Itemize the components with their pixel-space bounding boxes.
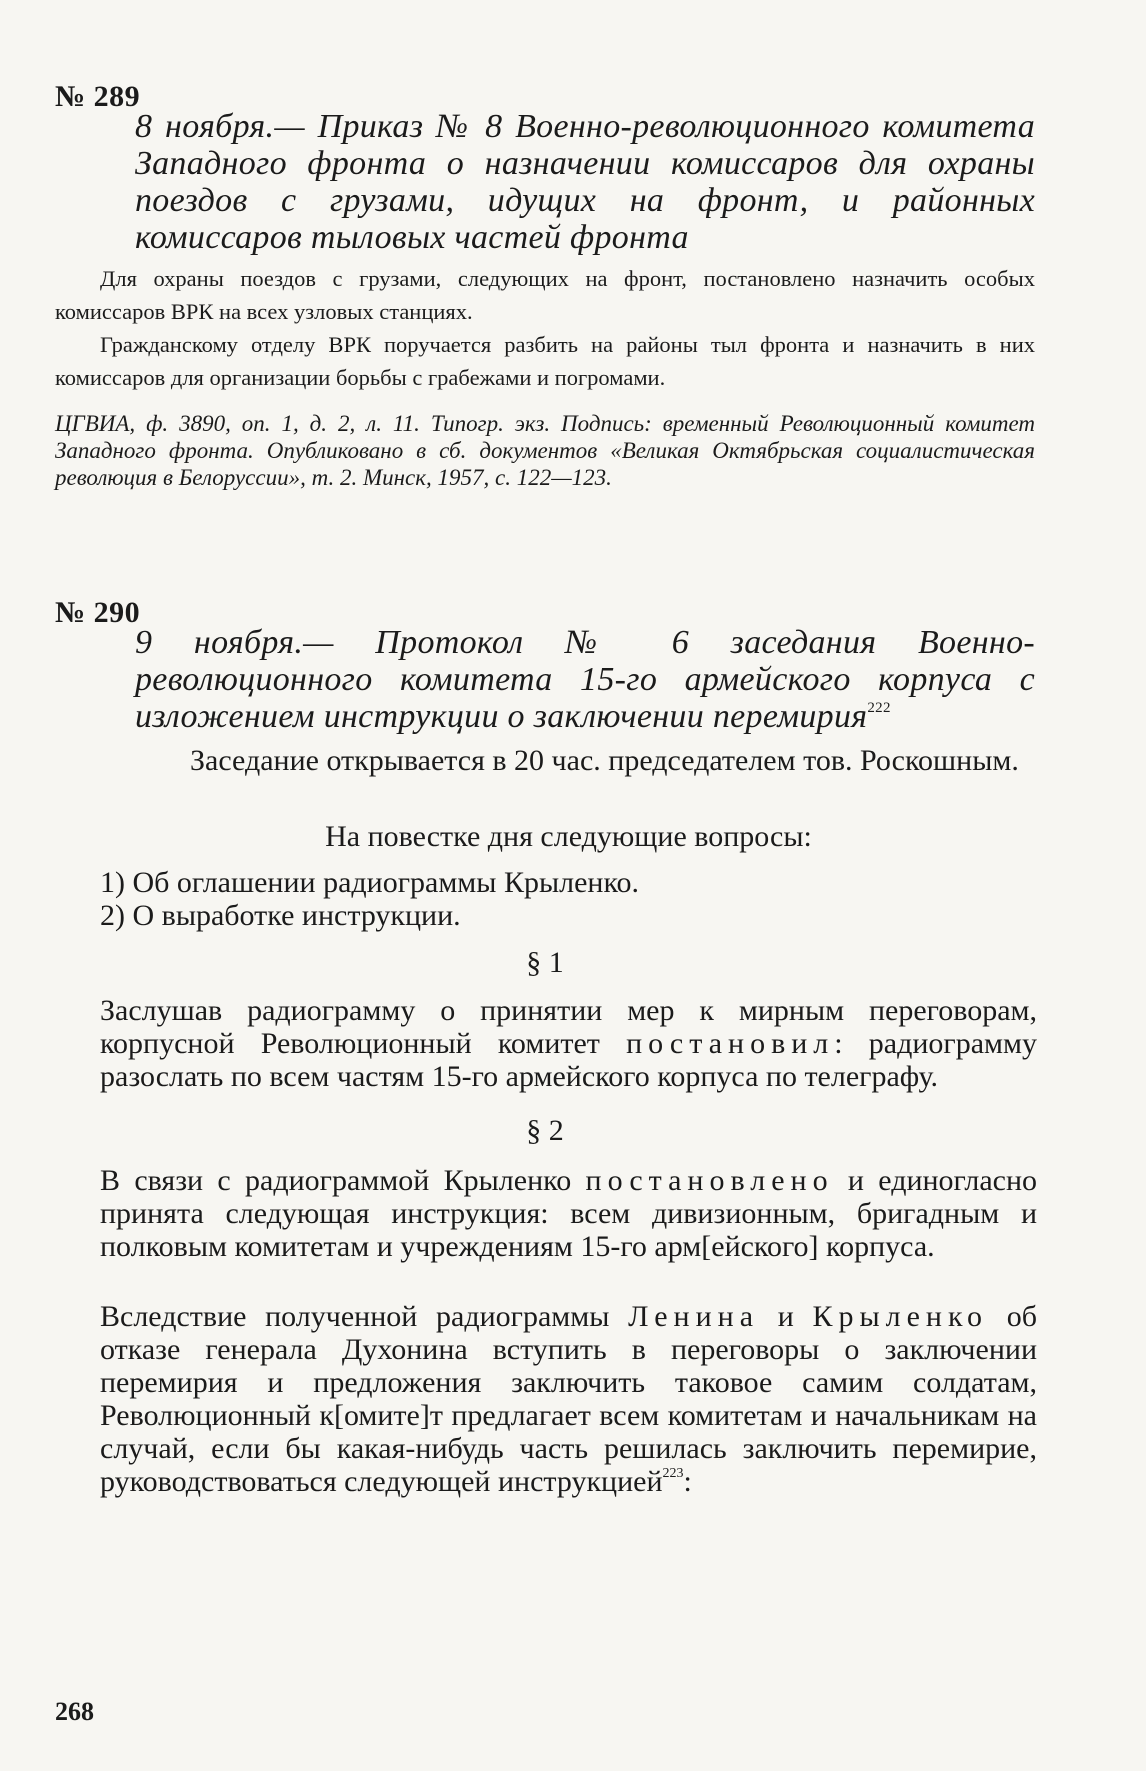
section-2-text-b: и единогласно принята следующая инструкция: всем дивизионным, бригадным и полковым комитетам и учреждениям 15-го арм[ейского] корпуса. <box>100 1164 1037 1263</box>
section-2-title: § 2 <box>526 1114 564 1147</box>
section-1-title: § 1 <box>526 946 564 979</box>
instruction-and: и <box>759 1300 813 1333</box>
footnote-ref-223: 223 <box>662 1466 684 1481</box>
doc-289-paragraph-1: Для охраны поездов с грузами, следующих на фронт, постановлено назначить особых комиссаров ВРК на всех узловых станциях. <box>55 266 1035 324</box>
doc-289-source-note: ЦГВИА, ф. 3890, оп. 1, д. 2, л. 11. Типогр. экз. Подпись: временный Революционный комитет Западного фронта. Опубликовано в сб. документов «Великая Октябрьская социалистическая революция в Белоруссии», т. 2. Минск, 1957, с. 122—123. <box>55 411 1035 490</box>
section-1-decision: постановил <box>626 1027 835 1060</box>
page-number: 268 <box>55 1697 94 1726</box>
instruction-text-a: Вследствие полученной радиограммы <box>100 1300 629 1333</box>
section-2-decision: постановлено <box>585 1164 834 1197</box>
instruction-text-b: об отказе генерала Духонина вступить в переговоры о заключении перемирия и предложения заключить таковое самим солдатам, Революционный к[омите]т предлагает всем комитетам и начальникам на случай, если бы какая-нибудь часть решилась заключить перемирие, руководствоваться следующей инструкцией <box>100 1300 1037 1498</box>
agenda-item-2: 2) О выработке инструкции. <box>100 899 461 932</box>
agenda-title: На повестке дня следующие вопросы: <box>325 820 812 853</box>
section-2-text-a: В связи с радиограммой Крыленко <box>100 1164 586 1197</box>
name-krylenko: Крыленко <box>812 1300 989 1333</box>
doc-290-heading-text: 9 ноября.— Протокол № 6 заседания Военно-революционного комитета 15-го армейского корпуса с изложением инструкции о заключении перемирия <box>135 624 1035 735</box>
agenda-item-1: 1) Об оглашении радиограммы Крыленко. <box>100 866 640 899</box>
name-lenin: Ленина <box>628 1300 760 1333</box>
instruction-end: : <box>683 1465 692 1498</box>
doc-290-heading <box>135 624 1035 735</box>
instruction-paragraph <box>100 1300 1037 1498</box>
section-2-text <box>100 1164 1037 1263</box>
opening-paragraph: Заседание открывается в 20 час. председателем тов. Роскошным. <box>190 744 1019 777</box>
section-1-text-a: Заслушав радиограмму о принятии мер к мирным переговорам, корпусной Революционный комитет <box>100 994 1037 1060</box>
doc-289-number: № 289 <box>55 80 141 113</box>
doc-290-number: № 290 <box>55 596 141 629</box>
doc-289-heading: 8 ноября.— Приказ № 8 Военно-революционного комитета Западного фронта о назначении комиссаров для охраны поездов с грузами, идущих на фронт, и районных комиссаров тыловых частей фронта <box>135 108 1035 256</box>
footnote-ref-222: 222 <box>867 700 891 716</box>
section-1-text-b: : радиограмму разослать по всем частям 15-го армейского корпуса по телеграфу. <box>100 1027 1037 1093</box>
doc-289-paragraph-2: Гражданскому отделу ВРК поручается разбить на районы тыл фронта и назначить в них комиссаров для организации борьбы с грабежами и погромами. <box>55 332 1035 390</box>
section-1-text <box>100 994 1037 1093</box>
